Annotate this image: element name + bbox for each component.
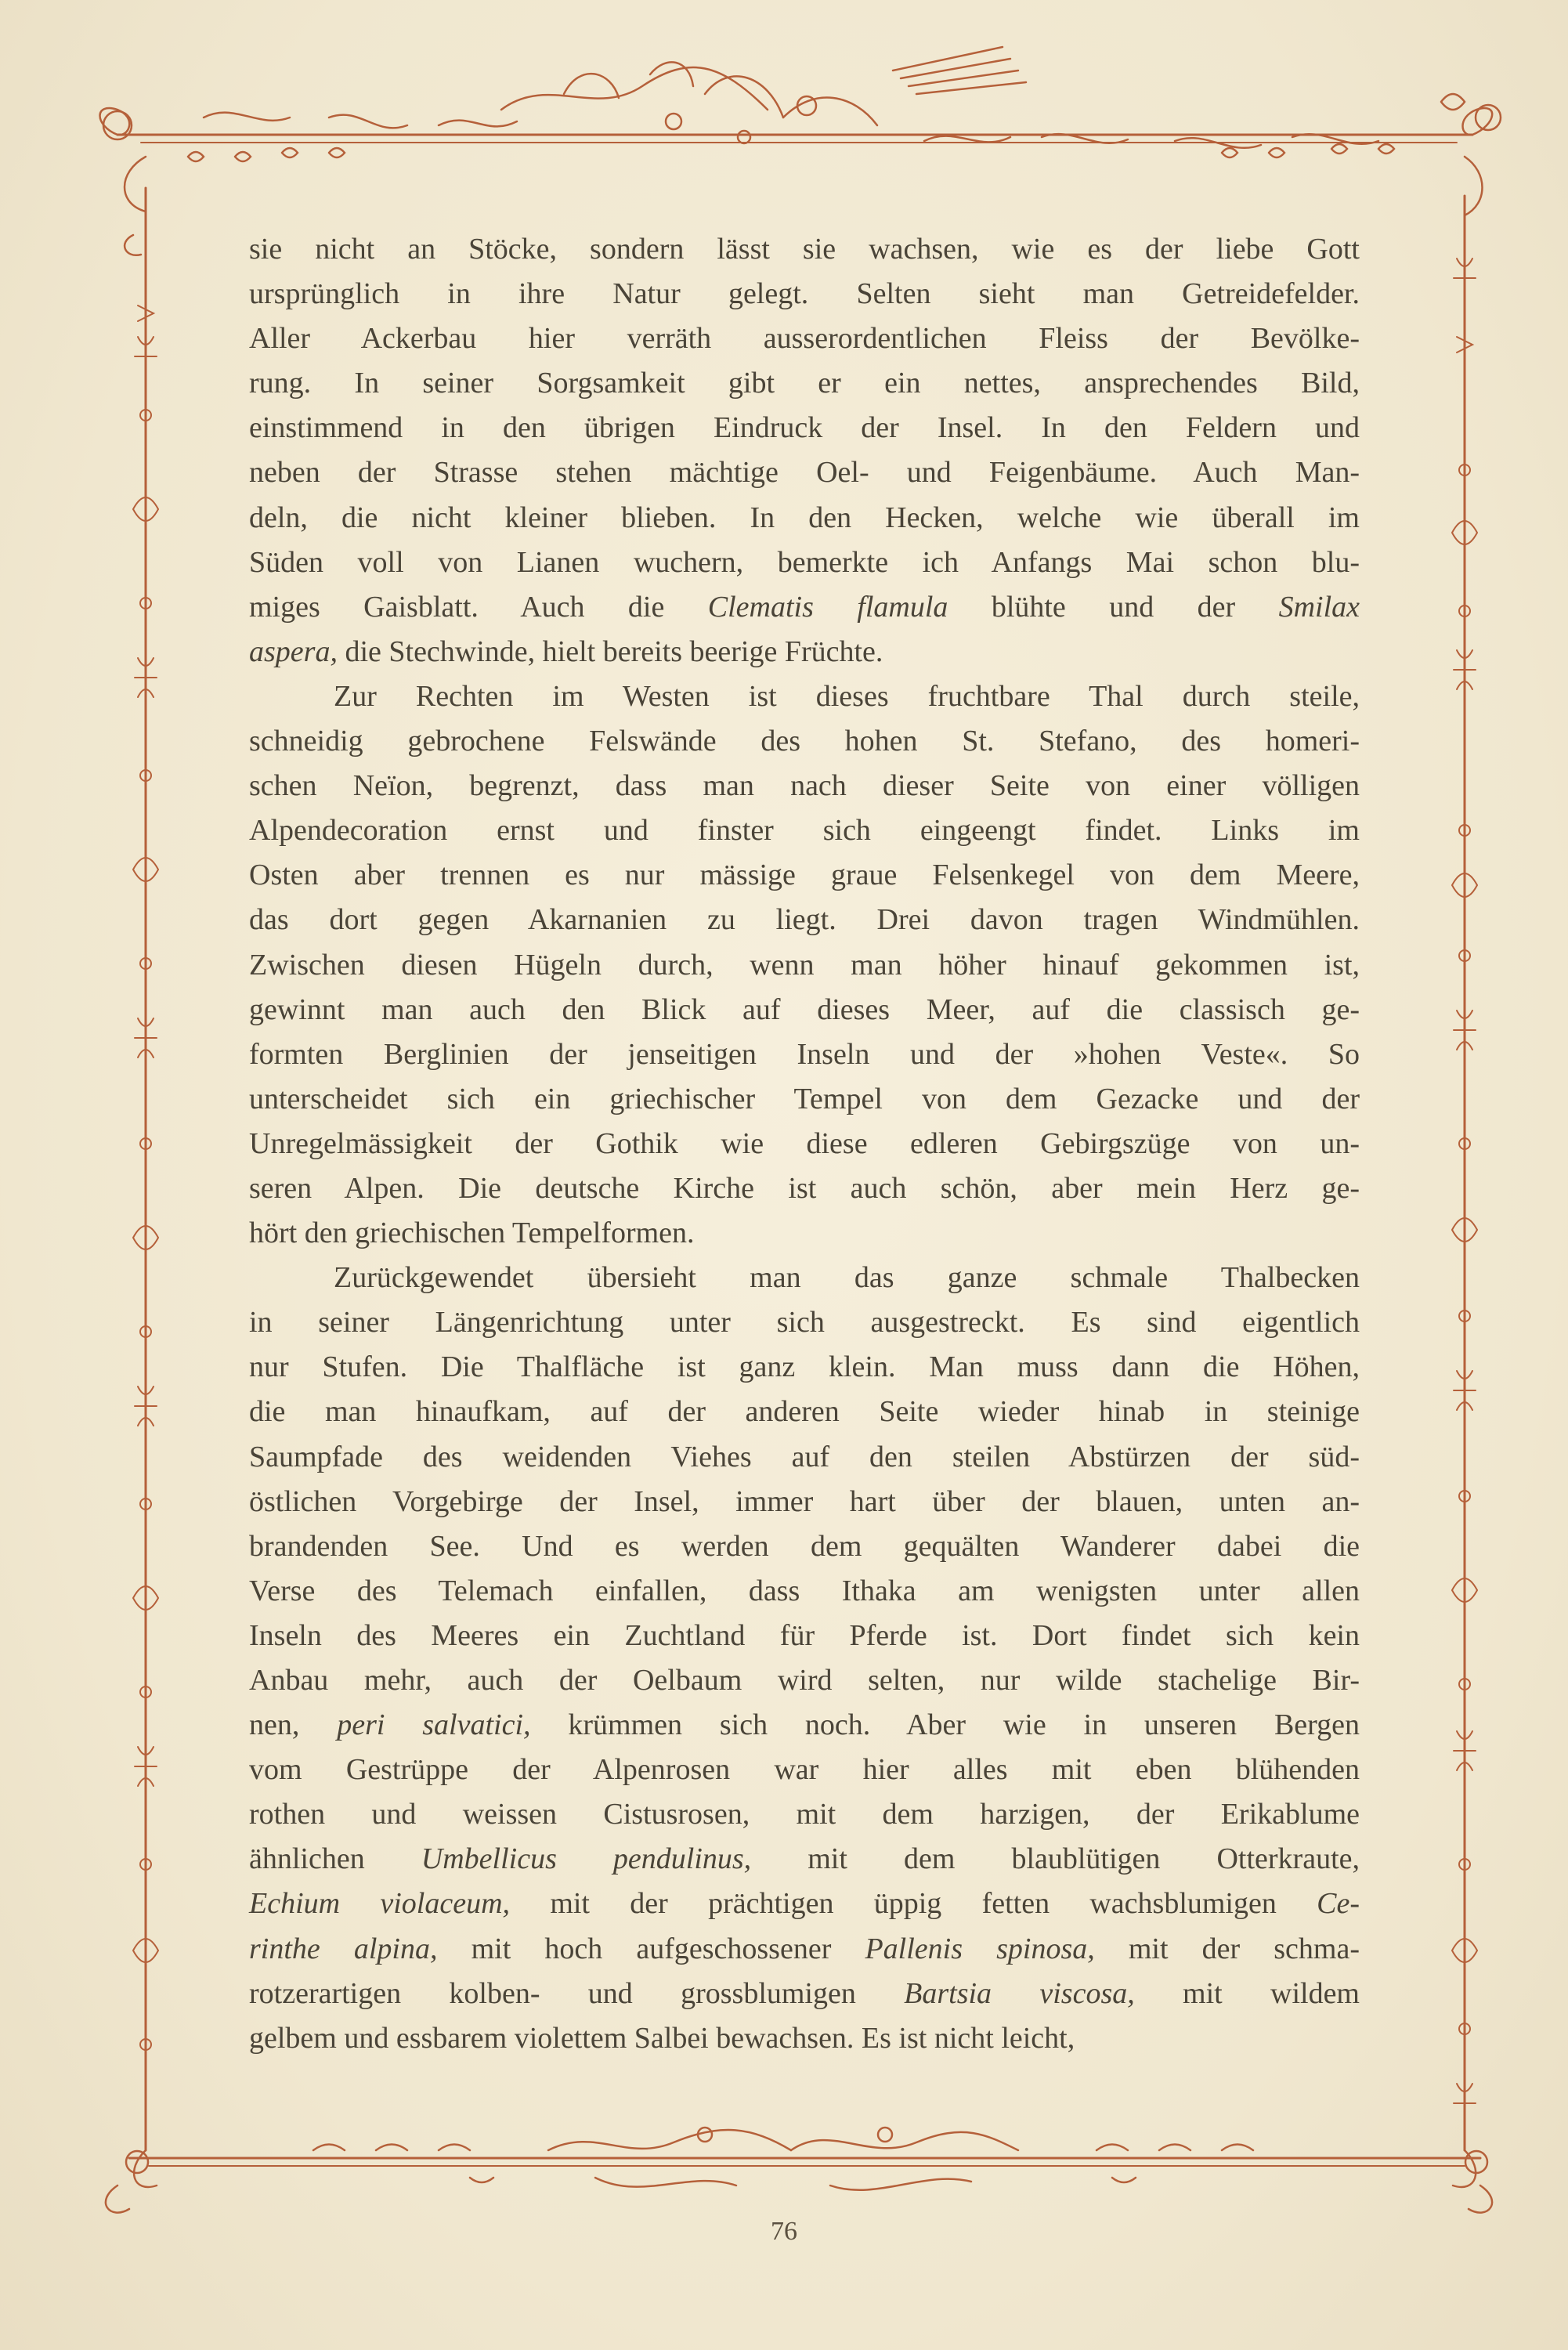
paragraph	[249, 674, 1360, 1256]
text-line	[249, 1122, 1360, 1166]
text-segment: vom Gestrüppe der Alpenrosen war hier alles mit eben blühenden	[249, 1753, 1360, 1787]
text-segment: die Stechwinde, hielt bereits beerige Früchte.	[337, 634, 883, 668]
text-line	[249, 1300, 1360, 1345]
text-line	[249, 1435, 1360, 1480]
italic-text: rinthe alpina,	[249, 1932, 438, 1965]
text-line	[249, 1077, 1360, 1122]
text-segment: Zwischen diesen Hügeln durch, wenn man höher hinauf gekommen ist,	[249, 948, 1360, 982]
text-line	[249, 1882, 1360, 1926]
text-segment: deln, die nicht kleiner blieben. In den Hecken, welche wie überall im	[249, 501, 1360, 534]
italic-text: Ce-	[1317, 1887, 1360, 1921]
text-line	[249, 450, 1360, 495]
italic-text: Umbellicus pendulinus,	[421, 1842, 752, 1876]
text-line	[249, 1748, 1360, 1792]
text-line	[249, 1166, 1360, 1211]
text-line	[249, 764, 1360, 808]
text-segment: Osten aber trennen es nur mässige graue Felsenkegel von dem Meere,	[249, 859, 1360, 892]
bottom-left-corner-scroll	[106, 2150, 157, 2213]
italic-text: Echium violaceum,	[249, 1887, 511, 1921]
text-segment: östlichen Vorgebirge der Insel, immer hart über der blauen, unten an-	[249, 1484, 1360, 1518]
text-line	[249, 1658, 1360, 1703]
text-segment: mit der prächtigen üppig fetten wachsblumigen	[510, 1887, 1317, 1921]
text-line	[249, 272, 1360, 316]
text-segment: miges Gaisblatt. Auch die	[249, 590, 708, 624]
text-segment: schneidig gebrochene Felswände des hohen St. Stefano, des homeri-	[249, 725, 1360, 758]
text-segment: das dort gegen Akarnanien zu liegt. Drei davon tragen Windmühlen.	[249, 903, 1360, 937]
text-line	[249, 316, 1360, 361]
text-segment: Zur Rechten im Westen ist dieses fruchtbare Thal durch steile,	[334, 679, 1360, 713]
text-line	[249, 1837, 1360, 1882]
italic-text: Smilax	[1278, 590, 1360, 624]
text-segment: seren Alpen. Die deutsche Kirche ist auch schön, aber mein Herz ge-	[249, 1171, 1360, 1205]
text-segment: krümmen sich noch. Aber wie in unseren Bergen	[530, 1708, 1360, 1742]
text-segment: nur Stufen. Die Thalfläche ist ganz klein. Man muss dann die Höhen,	[249, 1350, 1360, 1384]
text-segment: ursprünglich in ihre Natur gelegt. Selten sieht man Getreidefelder.	[249, 277, 1360, 311]
text-segment: rotzerartigen kolben- und grossblumigen	[249, 1976, 905, 2010]
text-segment: in seiner Längenrichtung unter sich ausgestreckt. Es sind eigentlich	[249, 1306, 1360, 1340]
page-number: 76	[771, 2217, 797, 2246]
text-segment: unterscheidet sich ein griechischer Tempel von dem Gezacke und der	[249, 1082, 1360, 1115]
text-line	[249, 853, 1360, 898]
text-line	[249, 406, 1360, 450]
text-segment: Alpendecoration ernst und finster sich eingeengt findet. Links im	[249, 814, 1360, 848]
text-segment: Zurückgewendet übersieht man das ganze schmale Thalbecken	[334, 1261, 1360, 1295]
text-line	[249, 1524, 1360, 1569]
text-line	[249, 1614, 1360, 1658]
text-line	[249, 1927, 1360, 1972]
italic-text: Pallenis spinosa,	[865, 1932, 1095, 1965]
text-segment: Anbau mehr, auch der Oelbaum wird selten, nur wilde stachelige Bir-	[249, 1664, 1360, 1697]
text-segment: formten Berglinien der jenseitigen Inseln und der »hohen Veste«. So	[249, 1037, 1360, 1071]
text-segment: Verse des Telemach einfallen, dass Ithaka am wenigsten unter allen	[249, 1574, 1360, 1607]
text-line	[249, 1390, 1360, 1434]
text-segment: die man hinaufkam, auf der anderen Seite wieder hinab in steinige	[249, 1395, 1360, 1429]
italic-text: Clematis flamula	[707, 590, 948, 624]
text-line	[249, 496, 1360, 540]
text-segment: rung. In seiner Sorgsamkeit gibt er ein nettes, ansprechendes Bild,	[249, 367, 1360, 400]
italic-text: Bartsia viscosa,	[904, 1976, 1135, 2010]
text-segment: neben der Strasse stehen mächtige Oel- und Feigenbäume. Auch Man-	[249, 456, 1360, 490]
text-segment: blühte und der	[948, 590, 1279, 624]
text-segment: hört den griechischen Tempelformen.	[249, 1217, 695, 1250]
text-segment: gewinnt man auch den Blick auf dieses Meer, auf die classisch ge-	[249, 992, 1360, 1026]
text-line	[249, 361, 1360, 406]
text-segment: Süden voll von Lianen wuchern, bemerkte ich Anfangs Mai schon blu-	[249, 545, 1360, 579]
text-segment: brandenden See. Und es werden dem gequälten Wanderer dabei die	[249, 1529, 1360, 1563]
text-segment: Aller Ackerbau hier verräth ausserordentlichen Fleiss der Bevölke-	[249, 322, 1360, 356]
text-line	[249, 943, 1360, 988]
text-line	[249, 227, 1360, 272]
text-line	[249, 2016, 1360, 2061]
text-line	[249, 585, 1360, 630]
text-line	[249, 1032, 1360, 1077]
text-line	[249, 1569, 1360, 1614]
text-line	[249, 1703, 1360, 1748]
text-segment: mit wildem	[1134, 1976, 1360, 2010]
paragraph	[249, 227, 1360, 674]
top-right-corner-scroll	[1441, 94, 1501, 215]
text-segment: rothen und weissen Cistusrosen, mit dem harzigen, der Erikablume	[249, 1798, 1360, 1831]
text-line	[249, 1972, 1360, 2016]
text-segment: mit hoch aufgeschossener	[437, 1932, 865, 1965]
text-line	[249, 1480, 1360, 1524]
text-line	[249, 719, 1360, 764]
text-segment: Inseln des Meeres ein Zuchtland für Pferde ist. Dort findet sich kein	[249, 1618, 1360, 1652]
italic-text: aspera,	[249, 634, 338, 668]
text-line	[249, 630, 1360, 674]
text-segment: Unregelmässigkeit der Gothik wie diese edleren Gebirgszüge von un-	[249, 1126, 1360, 1160]
text-segment: schen Neïon, begrenzt, dass man nach dieser Seite von einer völligen	[249, 769, 1360, 803]
text-line	[249, 1211, 1360, 1256]
top-left-corner-scroll	[100, 108, 146, 255]
body-text	[249, 227, 1360, 2061]
text-segment: Saumpfade des weidenden Viehes auf den steilen Abstürzen der süd-	[249, 1440, 1360, 1473]
text-line	[249, 898, 1360, 942]
top-floral-garland	[188, 47, 1394, 161]
text-segment: mit dem blaublütigen Otterkraute,	[751, 1842, 1360, 1876]
text-segment: sie nicht an Stöcke, sondern lässt sie wachsen, wie es der liebe Gott	[249, 233, 1360, 266]
text-line	[249, 1256, 1360, 1300]
bottom-right-corner-scroll	[1453, 2150, 1492, 2213]
text-segment: einstimmend in den übrigen Eindruck der Insel. In den Feldern und	[249, 411, 1360, 445]
text-segment: gelbem und essbarem violettem Salbei bewachsen. Es ist nicht leicht,	[249, 2021, 1075, 2055]
text-line	[249, 808, 1360, 853]
text-line	[249, 674, 1360, 719]
text-line	[249, 1792, 1360, 1837]
text-segment: nen,	[249, 1708, 338, 1742]
text-segment: mit der schma-	[1094, 1932, 1360, 1965]
text-line	[249, 1345, 1360, 1390]
text-segment: ähnlichen	[249, 1842, 421, 1876]
paragraph	[249, 1256, 1360, 2061]
text-line	[249, 540, 1360, 585]
italic-text: peri salvatici,	[337, 1708, 531, 1742]
text-line	[249, 988, 1360, 1032]
